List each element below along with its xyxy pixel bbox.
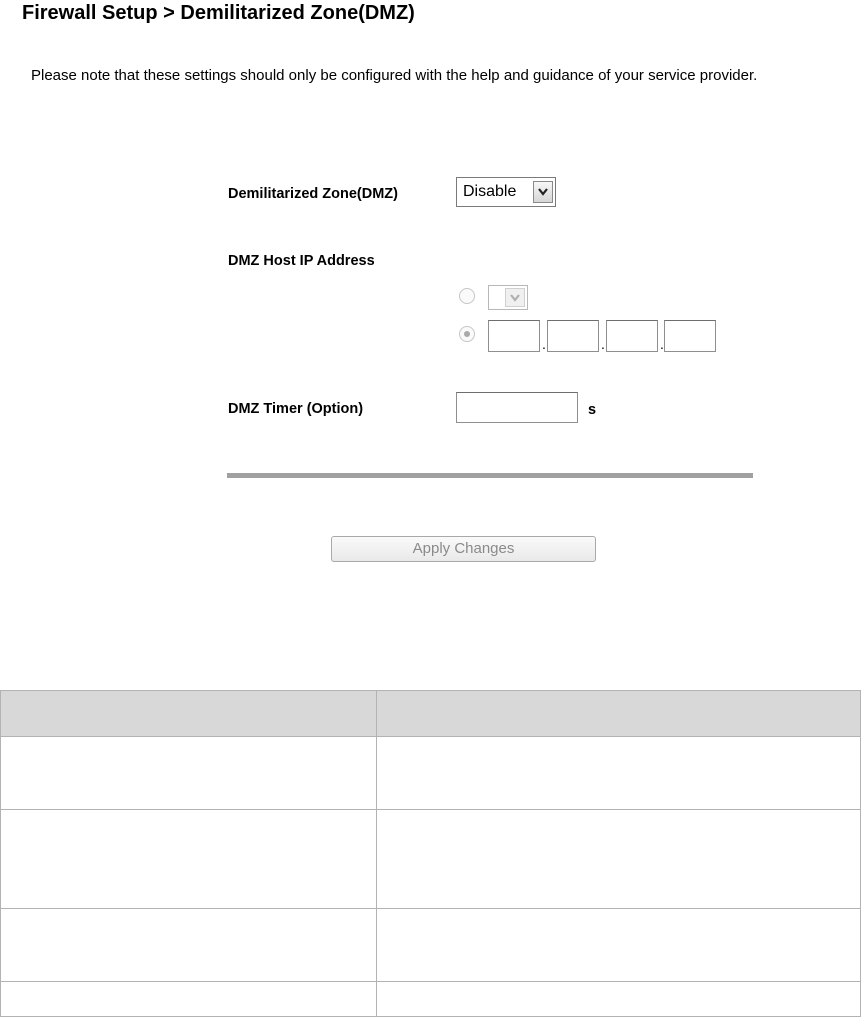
table-header-cell <box>377 691 861 737</box>
ip-separator: . <box>601 336 605 352</box>
table-cell <box>377 810 861 909</box>
timer-input[interactable] <box>456 392 578 423</box>
table-cell <box>377 737 861 810</box>
table-row <box>1 737 861 810</box>
ip-octet-1-input[interactable] <box>488 320 540 352</box>
table-cell <box>377 982 861 1017</box>
ip-separator: . <box>660 336 664 352</box>
notice-text: Please note that these settings should only be configured with the help and guidance of your service provider. <box>31 67 758 84</box>
table-header-cell <box>1 691 377 737</box>
host-ip-label: DMZ Host IP Address <box>228 253 375 269</box>
table-cell <box>1 909 377 982</box>
divider <box>227 473 753 478</box>
ip-octet-4-input[interactable] <box>664 320 716 352</box>
table-row <box>1 810 861 909</box>
host-ip-manual-radio[interactable] <box>459 326 475 342</box>
chevron-down-icon[interactable] <box>533 181 553 203</box>
table-header-row <box>1 691 861 737</box>
dmz-select[interactable] <box>456 177 556 207</box>
table-cell <box>1 737 377 810</box>
info-table <box>0 690 861 1017</box>
timer-unit: s <box>588 402 597 418</box>
chevron-down-icon[interactable] <box>505 288 525 307</box>
ip-octet-3-input[interactable] <box>606 320 658 352</box>
ip-octet-2-input[interactable] <box>547 320 599 352</box>
table-cell <box>377 909 861 982</box>
table-cell <box>1 982 377 1017</box>
apply-changes-button[interactable]: Apply Changes <box>331 536 596 562</box>
timer-label: DMZ Timer (Option) <box>228 401 364 417</box>
dmz-select-value: Disable <box>463 183 517 200</box>
page-title: Firewall Setup > Demilitarized Zone(DMZ) <box>22 2 415 24</box>
host-ip-device-select[interactable] <box>488 285 528 310</box>
table-row <box>1 909 861 982</box>
ip-separator: . <box>542 336 546 352</box>
dmz-label: Demilitarized Zone(DMZ) <box>228 186 398 202</box>
table-row <box>1 982 861 1017</box>
host-ip-select-radio[interactable] <box>459 288 475 304</box>
radio-selected-dot <box>464 331 470 337</box>
table-cell <box>1 810 377 909</box>
